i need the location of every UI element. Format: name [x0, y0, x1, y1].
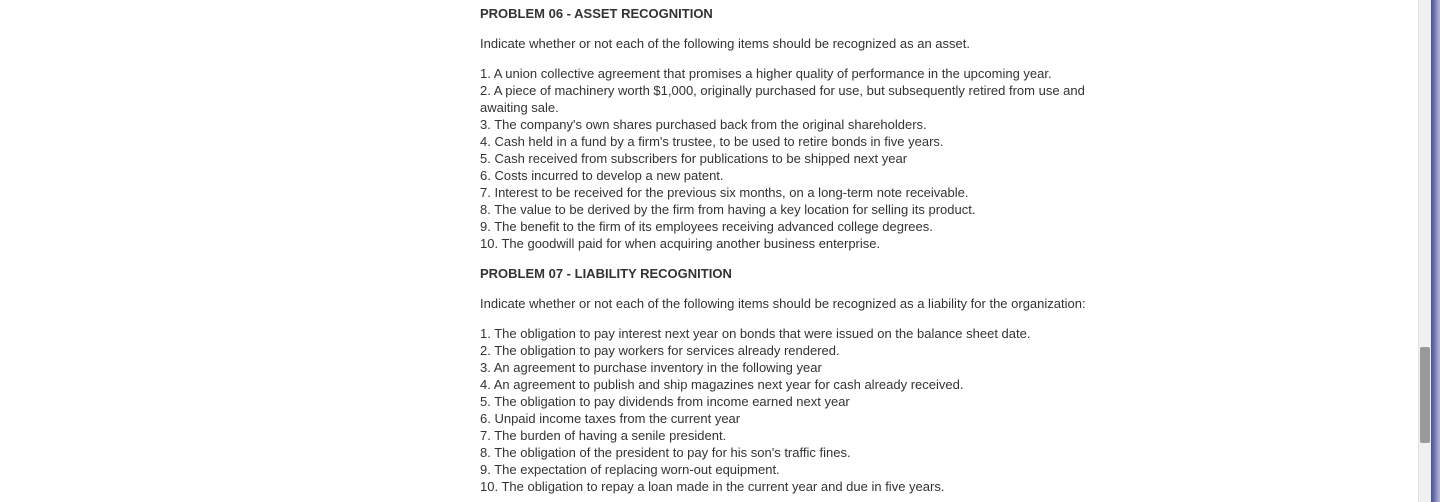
list-item: 4. Cash held in a fund by a firm's trustee, to be used to retire bonds in five years.: [480, 134, 944, 149]
problem-06-list: [480, 65, 1095, 252]
list-item: 7. Interest to be received for the previous six months, on a long-term note receivable.: [480, 185, 969, 200]
list-item: 7. The burden of having a senile president.: [480, 428, 727, 443]
list-item: 3. The company's own shares purchased back from the original shareholders.: [480, 117, 927, 132]
list-item: 8. The value to be derived by the firm from having a key location for selling its product.: [480, 202, 976, 217]
list-item: 9. The expectation of replacing worn-out equipment.: [480, 462, 780, 477]
list-item: 9. The benefit to the firm of its employees receiving advanced college degrees.: [480, 219, 933, 234]
scrollbar-thumb[interactable]: [1420, 347, 1430, 443]
list-item: 4. An agreement to publish and ship magazines next year for cash already received.: [480, 377, 964, 392]
list-item: 5. The obligation to pay dividends from income earned next year: [480, 394, 850, 409]
list-item: 2. A piece of machinery worth $1,000, originally purchased for use, but subsequently retired from use and awaiting sale.: [480, 83, 1085, 115]
list-item: 8. The obligation of the president to pay for his son's traffic fines.: [480, 445, 851, 460]
list-item: 6. Costs incurred to develop a new patent.: [480, 168, 724, 183]
list-item: 3. An agreement to purchase inventory in the following year: [480, 360, 822, 375]
problem-07-list: [480, 325, 1095, 495]
list-item: 10. The goodwill paid for when acquiring another business enterprise.: [480, 236, 881, 251]
list-item: 6. Unpaid income taxes from the current year: [480, 411, 741, 426]
problem-07-title: PROBLEM 07 - LIABILITY RECOGNITION: [480, 266, 732, 281]
desktop-background-edge: [1431, 0, 1440, 502]
list-item: 1. The obligation to pay interest next year on bonds that were issued on the balance sheet date.: [480, 326, 1031, 341]
list-item: 1. A union collective agreement that promises a higher quality of performance in the upcoming year.: [480, 66, 1052, 81]
problem-06-intro: Indicate whether or not each of the following items should be recognized as an asset.: [480, 36, 970, 51]
list-item: 10. The obligation to repay a loan made in the current year and due in five years.: [480, 479, 945, 494]
list-item: 5. Cash received from subscribers for publications to be shipped next year: [480, 151, 908, 166]
document-body: [480, 0, 1095, 495]
problem-06-title: PROBLEM 06 - ASSET RECOGNITION: [480, 6, 713, 21]
problem-07-intro: Indicate whether or not each of the following items should be recognized as a liability for the organization:: [480, 296, 1086, 311]
list-item: 2. The obligation to pay workers for services already rendered.: [480, 343, 840, 358]
